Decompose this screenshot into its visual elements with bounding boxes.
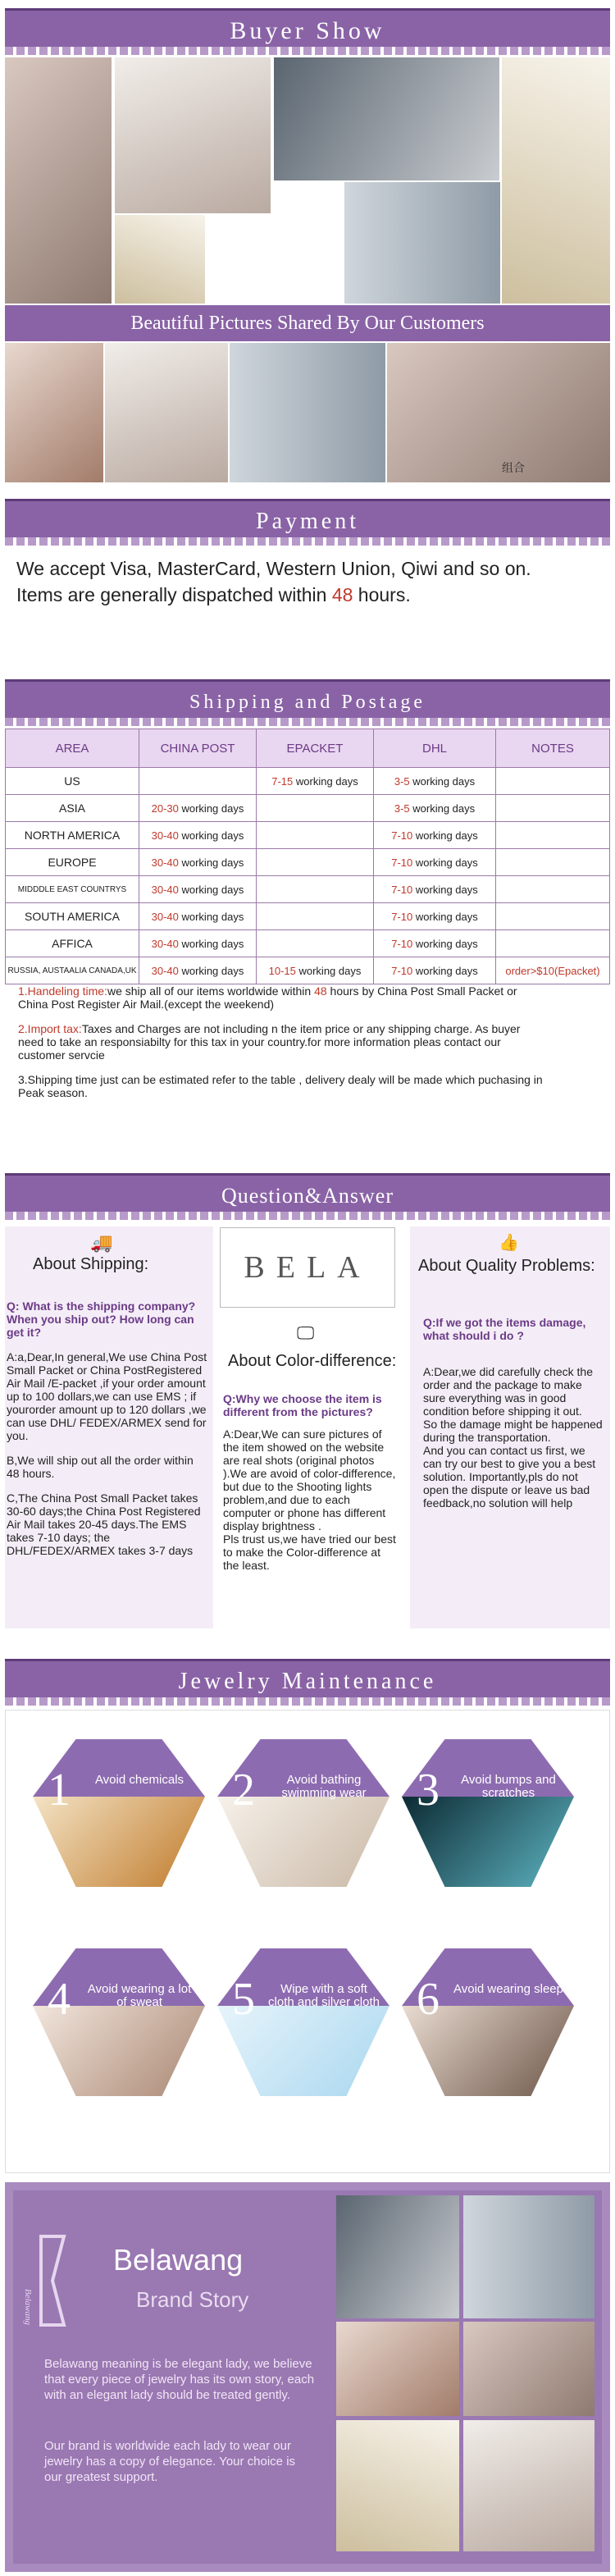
cell-epacket bbox=[257, 930, 374, 957]
qa-shipping-question: Q: What is the shipping company? When you ship out? How long can get it? bbox=[7, 1299, 196, 1339]
maintenance-item-6: 6 Avoid wearing sleep bbox=[402, 1948, 574, 2096]
buyer-photo-earring bbox=[115, 215, 205, 304]
shipping-title: Shipping and Postage bbox=[189, 692, 426, 713]
qa-quality-answer: A:Dear,we did carefully check the order and the package to make sure everything was in good condition before shipping it out. So the damage might be happened during the transportation. And you can contact us first, we can try our best to give you a best solution. Importantly,pls do not open the dispute or leave us bad feedback,no solution will help bbox=[423, 1365, 603, 1510]
cell-dhl: 7-10 working days bbox=[374, 930, 496, 957]
cell-china-post: 30-40 working days bbox=[139, 957, 257, 984]
cell-notes bbox=[496, 768, 610, 795]
maintenance-item-5: 5 Wipe with a soft cloth and silver cloth bbox=[217, 1948, 390, 2096]
col-header-epacket: EPACKET bbox=[257, 729, 374, 768]
table-row bbox=[6, 903, 610, 930]
payment-banner bbox=[5, 499, 610, 540]
col-header-china-post: CHINA POST bbox=[139, 729, 257, 768]
cell-china-post: 30-40 working days bbox=[139, 822, 257, 849]
buyer-photo-phone-ring bbox=[230, 343, 385, 482]
maintenance-title: Jewelry Maintenance bbox=[178, 1669, 437, 1694]
cell-dhl: 7-10 working days bbox=[374, 876, 496, 903]
maintenance-banner bbox=[5, 1659, 610, 1700]
qa-quality-question: Q:If we got the items damage, what should i do ? bbox=[423, 1316, 586, 1342]
brand-name: Belawang bbox=[113, 2243, 244, 2277]
brand-paragraph-1: Belawang meaning is be elegant lady, we believe that every piece of jewelry has its own story, each with an elegant lady should be treated gently. bbox=[44, 2357, 315, 2402]
shipping-note-2: 2.Import tax:Taxes and Charges are not including n the item price or any shipping charge. As buyer need to take an responsiabilty for this tax in your country.for more information pleas contact our customer servcie bbox=[18, 1022, 521, 1062]
cell-dhl: 7-10 working days bbox=[374, 903, 496, 930]
col-header-dhl: DHL bbox=[374, 729, 496, 768]
cell-dhl: 7-10 working days bbox=[374, 849, 496, 876]
shipping-notes bbox=[18, 984, 543, 1111]
buyer-photo-wrist bbox=[387, 343, 610, 482]
cell-china-post: 30-40 working days bbox=[139, 849, 257, 876]
maintenance-item-2: 2 Avoid bathing swimming wear bbox=[217, 1739, 390, 1887]
cell-epacket bbox=[257, 795, 374, 822]
cell-notes bbox=[496, 903, 610, 930]
col-header-notes: NOTES bbox=[496, 729, 610, 768]
qa-color-head: About Color-difference: bbox=[228, 1352, 397, 1370]
table-row bbox=[6, 795, 610, 822]
brand-photo-couple bbox=[336, 2322, 459, 2416]
table-row bbox=[6, 822, 610, 849]
brand-logo-text: Belawang bbox=[23, 2289, 33, 2325]
payment-title: Payment bbox=[256, 509, 359, 534]
qa-banner bbox=[5, 1173, 610, 1214]
cell-notes bbox=[496, 849, 610, 876]
cell-area: MIDDDLE EAST COUNTRYS bbox=[6, 876, 139, 903]
shipping-note-1: 1.Handeling time:we ship all of our items worldwide within 48 hours by China Post Small Packet or China Post Register Air Mail.(except the weekend) bbox=[18, 984, 517, 1011]
brand-photo-eiffel bbox=[336, 2195, 459, 2318]
cell-area: US bbox=[6, 768, 139, 795]
brand-logo-mark bbox=[36, 2231, 69, 2330]
thumbs-up-icon: 👍 bbox=[499, 1234, 519, 1252]
buyer-show-banner bbox=[5, 8, 610, 49]
cell-notes bbox=[496, 876, 610, 903]
cell-notes bbox=[496, 822, 610, 849]
brand-paragraph-2: Our brand is worldwide each lady to wear our jewelry has a copy of elegance. Your choice is our greatest support. bbox=[44, 2439, 296, 2484]
buyer-photo-infinity bbox=[5, 343, 103, 482]
maintenance-item-1: 1 Avoid chemicals bbox=[33, 1739, 205, 1887]
qa-shipping-answer: A:a,Dear,In general,We use China Post Small Packet or China PostRegistered Air Mail /E-packet ,if your order amount up to 100 dollars,we can use EMS ; if yourorder amount up to 120 dollars ,we can use DHL/ FEDEX/ARMEX send for you. B,We will ship out all the order within 48 hours. C,The China Post Small Packet takes 30-60 days;the China Post Registered Air Mail takes 20-45 days.The EMS takes 7-10 days; the DHL/FEDEX/ARMEX takes 3-7 days bbox=[7, 1350, 207, 1557]
col-header-area: AREA bbox=[6, 729, 139, 768]
cell-epacket bbox=[257, 876, 374, 903]
table-row bbox=[6, 768, 610, 795]
shipping-banner bbox=[5, 679, 610, 720]
maintenance-item-4: 4 Avoid wearing a lot of sweat bbox=[33, 1948, 205, 2096]
cell-epacket bbox=[257, 849, 374, 876]
buyer-show-caption: Beautiful Pictures Shared By Our Customers bbox=[130, 313, 485, 334]
qa-title: Question&Answer bbox=[221, 1184, 394, 1208]
brand-photo-statue bbox=[463, 2195, 594, 2318]
cell-area: ASIA bbox=[6, 795, 139, 822]
cell-notes: order>$10(Epacket) bbox=[496, 957, 610, 984]
cell-china-post bbox=[139, 768, 257, 795]
cell-area: SOUTH AMERICA bbox=[6, 903, 139, 930]
brand-photo-balloon bbox=[336, 2420, 459, 2551]
cell-china-post: 20-30 working days bbox=[139, 795, 257, 822]
buyer-show-title: Buyer Show bbox=[230, 17, 385, 44]
cell-notes bbox=[496, 795, 610, 822]
qa-quality-head: About Quality Problems: bbox=[418, 1257, 595, 1275]
cell-area: EUROPE bbox=[6, 849, 139, 876]
table-row bbox=[6, 957, 610, 984]
cell-dhl: 7-10 working days bbox=[374, 822, 496, 849]
cell-epacket: 10-15 working days bbox=[257, 957, 374, 984]
qa-brand-box bbox=[220, 1227, 395, 1308]
truck-icon: 🚚 bbox=[90, 1232, 113, 1253]
monitor-icon: 🖵 bbox=[297, 1322, 315, 1343]
qa-color-answer: A:Dear,We can sure pictures of the item showed on the website are real shots (original photos ).We are avoid of color-difference, but due to the Shooting lights problem,and due to each computer or phone has different display brightness . Pls trust us,we have tried our best to make the Color-difference at the least. bbox=[223, 1427, 396, 1572]
table-row bbox=[6, 930, 610, 957]
buyer-photo-necklace bbox=[115, 57, 271, 213]
payment-line-1: We accept Visa, MasterCard, Western Union, Qiwi and so on. bbox=[16, 558, 531, 579]
cell-dhl: 7-10 working days bbox=[374, 957, 496, 984]
buyer-show-caption-bar bbox=[5, 305, 610, 341]
cell-epacket: 7-15 working days bbox=[257, 768, 374, 795]
buyer-photo-bangle bbox=[105, 343, 228, 482]
cell-china-post: 30-40 working days bbox=[139, 876, 257, 903]
table-row bbox=[6, 849, 610, 876]
cell-area: RUSSIA, AUSTAALIA CANADA,UK bbox=[6, 957, 139, 984]
buyer-photo-leaf-pendant bbox=[502, 57, 610, 304]
cell-china-post: 30-40 working days bbox=[139, 930, 257, 957]
table-row bbox=[6, 876, 610, 903]
buyer-photo-charm-bracelet bbox=[344, 182, 500, 304]
brand-photo-ring-hand bbox=[463, 2420, 594, 2551]
qa-color-question: Q:Why we choose the item is different from the pictures? bbox=[223, 1392, 382, 1418]
cell-dhl: 3-5 working days bbox=[374, 795, 496, 822]
cell-area: NORTH AMERICA bbox=[6, 822, 139, 849]
shipping-table bbox=[5, 728, 610, 984]
brand-subtitle: Brand Story bbox=[136, 2287, 249, 2312]
cell-epacket bbox=[257, 903, 374, 930]
payment-hours: 48 bbox=[331, 584, 353, 605]
buyer-photo-watermark: 组合 bbox=[502, 461, 525, 474]
maintenance-item-3: 3 Avoid bumps and scratches bbox=[402, 1739, 574, 1887]
payment-line-2: Items are generally dispatched within 48 hours. bbox=[16, 584, 411, 605]
shipping-note-3: 3.Shipping time just can be estimated refer to the table , delivery dealy will be made which puchasing in Peak season. bbox=[18, 1073, 543, 1099]
shipping-table-header bbox=[6, 729, 610, 768]
cell-notes bbox=[496, 930, 610, 957]
buyer-photo-bracelet-star bbox=[274, 57, 499, 180]
qa-shipping-head: About Shipping: bbox=[33, 1255, 149, 1273]
qa-brand-text: BELA bbox=[244, 1250, 371, 1285]
cell-dhl: 3-5 working days bbox=[374, 768, 496, 795]
cell-area: AFFICA bbox=[6, 930, 139, 957]
cell-epacket bbox=[257, 822, 374, 849]
buyer-photo-ring-hand bbox=[5, 57, 112, 304]
cell-china-post: 30-40 working days bbox=[139, 903, 257, 930]
brand-photo-portrait bbox=[463, 2322, 594, 2416]
